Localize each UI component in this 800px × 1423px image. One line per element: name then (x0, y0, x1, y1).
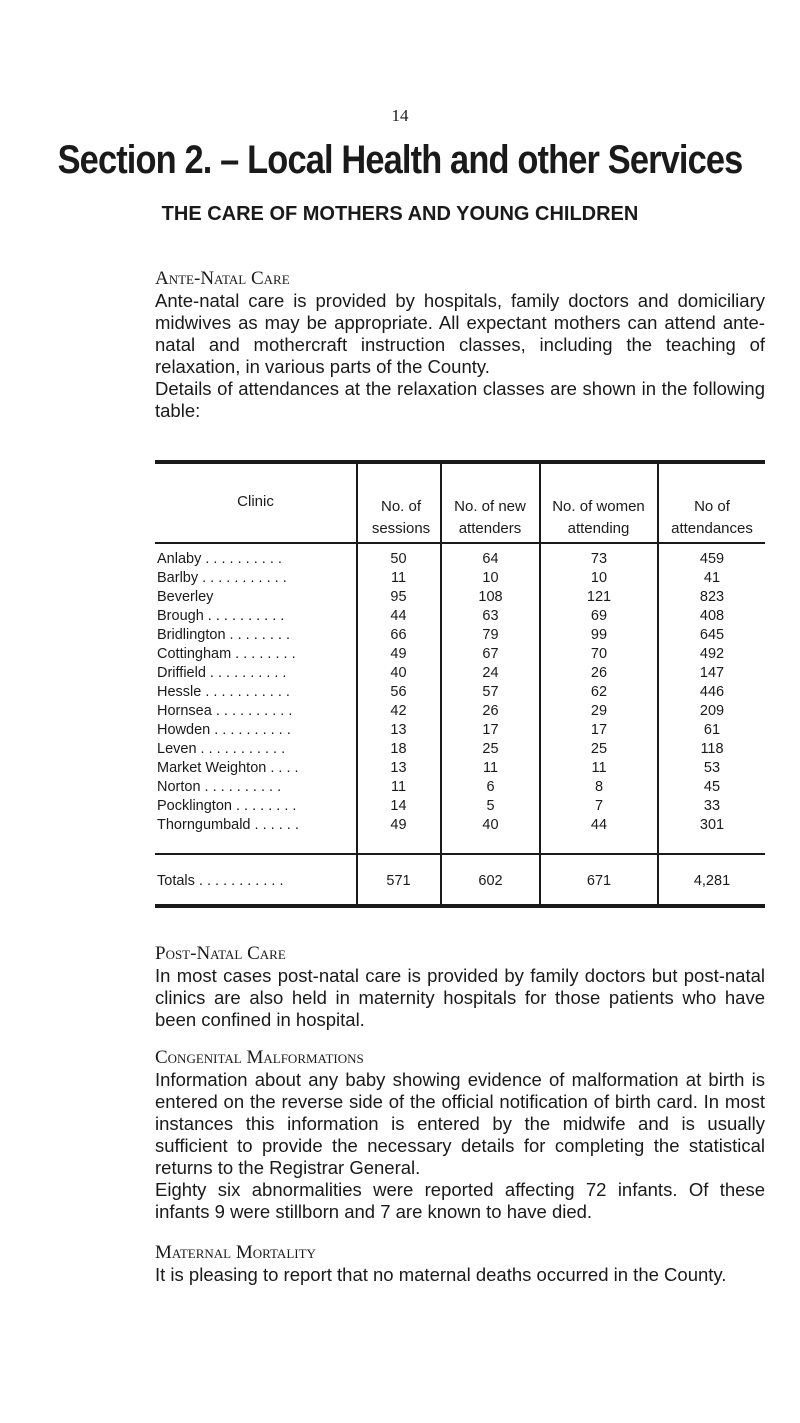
row-clinic: Hessle . . . . . . . . . . . (157, 684, 290, 700)
row-sessions: 13 (390, 722, 407, 738)
table-row (155, 551, 765, 571)
table-row (155, 779, 765, 799)
totals-new-attenders: 602 (478, 873, 503, 889)
header-attendances: No of attendances (671, 498, 753, 537)
postnatal-section (155, 943, 765, 1031)
row-women-attending: 29 (590, 703, 608, 719)
table-bottom-rule (155, 904, 765, 908)
totals-women-attending: 671 (586, 873, 612, 889)
row-sessions: 66 (390, 627, 407, 643)
row-sessions: 40 (390, 665, 407, 681)
antenatal-paragraph-2: Details of attendances at the relaxation classes are shown in the following table: (155, 378, 765, 421)
row-women-attending: 25 (590, 741, 608, 757)
row-women-attending: 26 (590, 665, 608, 681)
header-new-attenders: No. of new attenders (454, 498, 526, 537)
row-attendances: 53 (703, 760, 721, 776)
row-new-attenders: 5 (486, 798, 495, 814)
row-sessions: 14 (390, 798, 407, 814)
row-clinic: Hornsea . . . . . . . . . . (157, 703, 293, 719)
row-new-attenders: 67 (482, 646, 499, 662)
row-clinic: Beverley (157, 589, 214, 605)
row-clinic: Driffield . . . . . . . . . . (157, 665, 287, 681)
congenital-paragraph-1: Information about any baby showing evidence of malformation at birth is entered on the reverse side of the official notification of birth card. In most instances this information is entered by the midwife and is usually sufficient to provide the necessary details for completing the statistical returns to the Registrar General. (155, 1069, 765, 1178)
row-sessions: 56 (390, 684, 407, 700)
row-attendances: 492 (699, 646, 725, 662)
table-top-rule (155, 460, 765, 464)
row-new-attenders: 40 (482, 817, 499, 833)
header-sessions: No. of sessions (371, 498, 431, 537)
row-women-attending: 121 (586, 589, 612, 605)
row-sessions: 13 (390, 760, 407, 776)
row-clinic: Leven . . . . . . . . . . . (157, 741, 286, 757)
row-sessions: 95 (390, 589, 407, 605)
row-new-attenders: 57 (482, 684, 499, 700)
row-women-attending: 17 (590, 722, 608, 738)
table-row (155, 570, 765, 590)
row-clinic: Market Weighton . . . . (157, 760, 299, 776)
antenatal-section (155, 268, 765, 422)
congenital-paragraph-2: Eighty six abnormalities were reported affecting 72 infants. Of these infants 9 were stillborn and 7 are known to have died. (155, 1179, 765, 1222)
table-row (155, 722, 765, 742)
row-sessions: 18 (390, 741, 407, 757)
table-row (155, 684, 765, 704)
row-women-attending: 70 (590, 646, 608, 662)
row-women-attending: 99 (590, 627, 608, 643)
header-clinic: Clinic (237, 493, 274, 510)
row-sessions: 42 (390, 703, 407, 719)
row-attendances: 823 (699, 589, 725, 605)
row-attendances: 41 (703, 570, 721, 586)
row-clinic: Norton . . . . . . . . . . (157, 779, 282, 795)
row-women-attending: 73 (590, 551, 608, 567)
row-sessions: 11 (390, 570, 407, 586)
row-attendances: 459 (699, 551, 725, 567)
totals-row (155, 873, 765, 893)
row-new-attenders: 26 (482, 703, 499, 719)
row-clinic: Bridlington . . . . . . . . (157, 627, 290, 643)
maternal-section (155, 1242, 765, 1286)
antenatal-heading: Ante-Natal Care (155, 268, 290, 289)
row-new-attenders: 11 (482, 760, 499, 776)
row-sessions: 11 (390, 779, 407, 795)
section-title: Section 2. – Local Health and other Services (57, 138, 743, 182)
totals-attendances: 4,281 (693, 873, 731, 889)
row-women-attending: 11 (591, 760, 607, 776)
row-women-attending: 69 (590, 608, 608, 624)
row-clinic: Pocklington . . . . . . . . (157, 798, 297, 814)
row-attendances: 301 (699, 817, 725, 833)
table-row (155, 798, 765, 818)
row-attendances: 33 (703, 798, 721, 814)
maternal-heading: Maternal Mortality (155, 1242, 316, 1263)
row-attendances: 408 (699, 608, 725, 624)
row-clinic: Brough . . . . . . . . . . (157, 608, 285, 624)
row-sessions: 50 (390, 551, 407, 567)
row-new-attenders: 6 (486, 779, 495, 795)
row-new-attenders: 79 (482, 627, 499, 643)
table-totals-rule (155, 853, 765, 855)
table-row (155, 760, 765, 780)
relaxation-classes-table (155, 460, 765, 906)
header-women-attending: No. of women attending (552, 498, 645, 537)
postnatal-paragraph: In most cases post-natal care is provided by family doctors but post-natal clinics are also held in maternity hospitals for those patients who have been confined in hospital. (155, 965, 765, 1030)
table-row (155, 589, 765, 609)
table-header-rule (155, 542, 765, 544)
row-sessions: 49 (390, 646, 407, 662)
row-women-attending: 8 (594, 779, 604, 795)
antenatal-paragraph-1: Ante-natal care is provided by hospitals, family doctors and domiciliary midwives as may be appropriate. All expectant mothers can attend ante-natal and mothercraft instruction classes, including the teaching of relaxation, in various parts of the County. (155, 290, 765, 377)
totals-sessions: 571 (386, 873, 411, 889)
congenital-section (155, 1047, 765, 1223)
row-attendances: 147 (699, 665, 725, 681)
postnatal-heading: Post-Natal Care (155, 943, 286, 964)
row-attendances: 209 (699, 703, 725, 719)
table-row (155, 703, 765, 723)
row-new-attenders: 10 (482, 570, 499, 586)
row-clinic: Cottingham . . . . . . . . (157, 646, 296, 662)
row-new-attenders: 25 (482, 741, 499, 757)
totals-label: Totals . . . . . . . . . . . (157, 873, 284, 889)
row-sessions: 49 (390, 817, 407, 833)
row-women-attending: 7 (594, 798, 604, 814)
row-attendances: 61 (703, 722, 721, 738)
row-women-attending: 10 (590, 570, 608, 586)
table-row (155, 608, 765, 628)
row-attendances: 645 (699, 627, 725, 643)
section-subtitle: THE CARE OF MOTHERS AND YOUNG CHILDREN (161, 203, 639, 225)
row-new-attenders: 108 (478, 589, 503, 605)
row-attendances: 45 (703, 779, 721, 795)
row-new-attenders: 63 (482, 608, 499, 624)
row-attendances: 446 (699, 684, 725, 700)
row-clinic: Barlby . . . . . . . . . . . (157, 570, 287, 586)
row-new-attenders: 24 (482, 665, 499, 681)
maternal-paragraph: It is pleasing to report that no maternal deaths occurred in the County. (155, 1264, 727, 1285)
table-row (155, 665, 765, 685)
table-row (155, 817, 765, 837)
row-sessions: 44 (390, 608, 407, 624)
page-number: 14 (391, 106, 409, 125)
row-clinic: Thorngumbald . . . . . . (157, 817, 299, 833)
row-new-attenders: 64 (482, 551, 499, 567)
table-row (155, 627, 765, 647)
row-women-attending: 62 (590, 684, 608, 700)
table-row (155, 646, 765, 666)
row-new-attenders: 17 (482, 722, 499, 738)
row-women-attending: 44 (590, 817, 608, 833)
row-clinic: Howden . . . . . . . . . . (157, 722, 291, 738)
table-row (155, 741, 765, 761)
congenital-heading: Congenital Malformations (155, 1047, 364, 1068)
row-clinic: Anlaby . . . . . . . . . . (157, 551, 282, 567)
row-attendances: 118 (700, 741, 724, 757)
